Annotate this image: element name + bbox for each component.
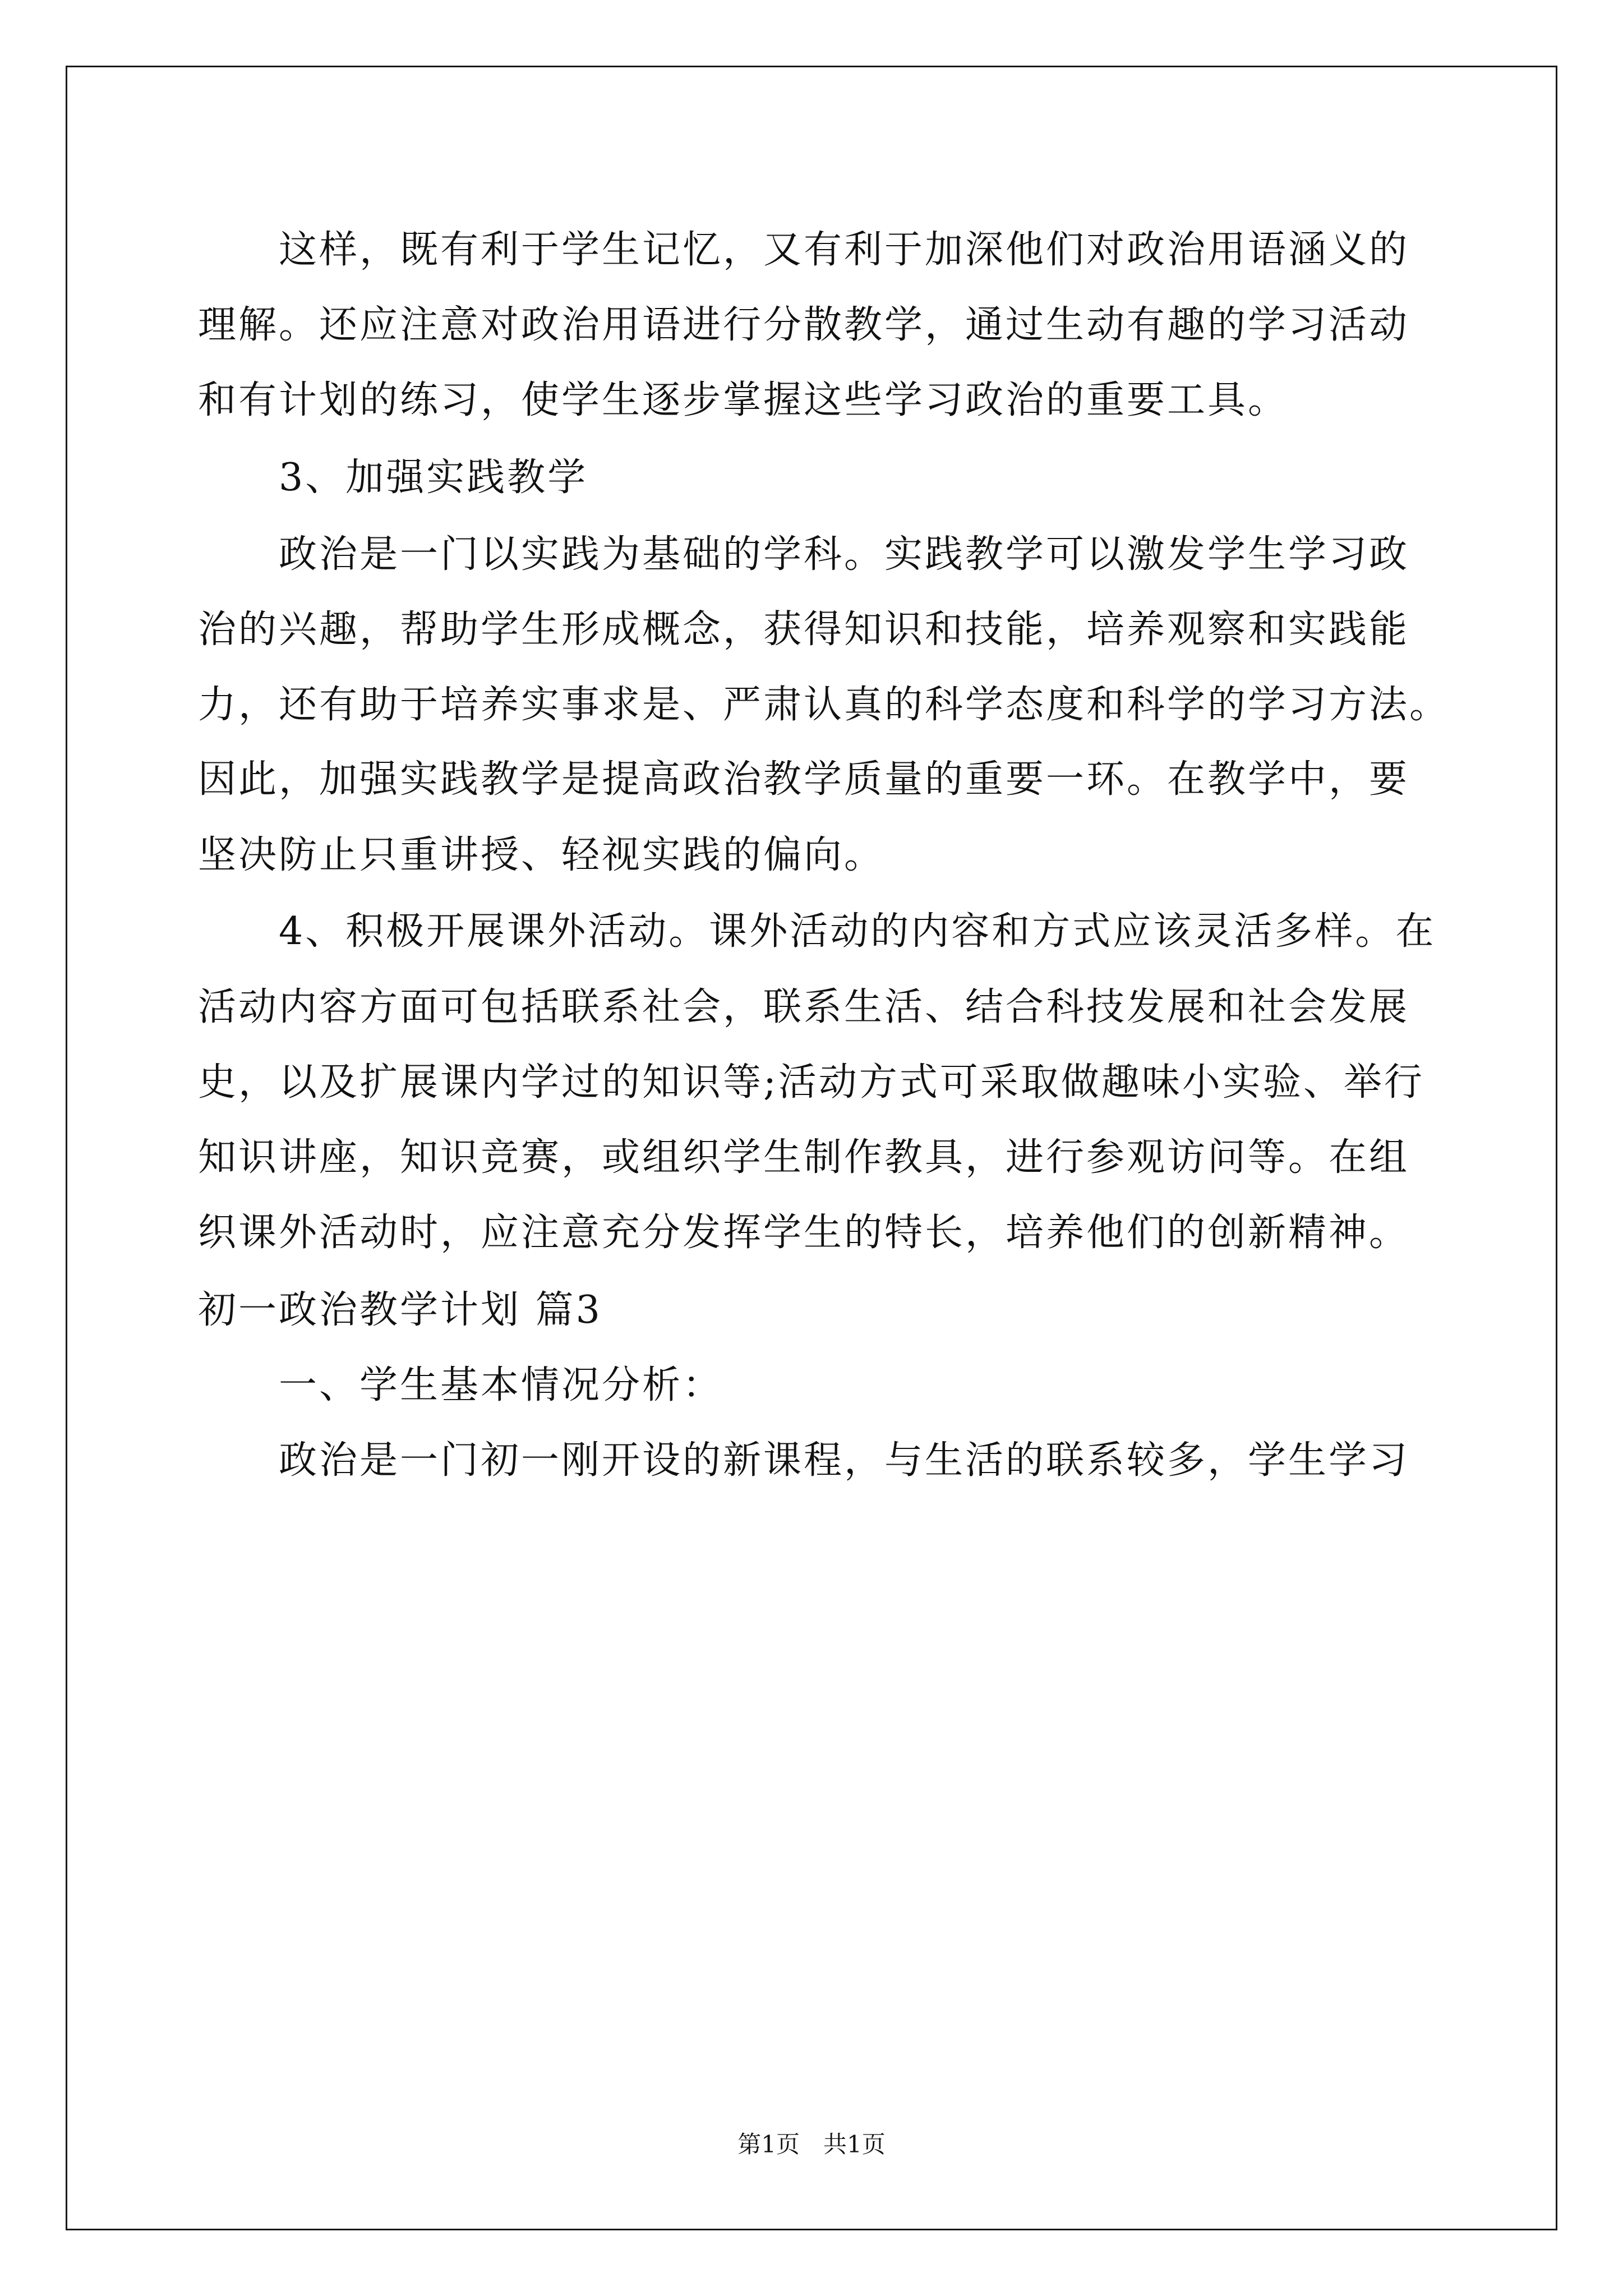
section-heading: 一、学生基本情况分析： xyxy=(279,1363,723,1407)
text-line: 政治是一门以实践为基础的学科。实践教学可以激发学生学习政 xyxy=(279,532,1410,577)
text-line: 知识讲座，知识竞赛，或组织学生制作教具，进行参观访问等。在组 xyxy=(198,1135,1410,1180)
section-title: 初一政治教学计划 篇3 xyxy=(198,1288,602,1332)
text-line: 政治是一门初一刚开设的新课程，与生活的联系较多，学生学习 xyxy=(279,1438,1410,1483)
text-line: 史，以及扩展课内学过的知识等;活动方式可采取做趣味小实验、举行 xyxy=(198,1060,1424,1105)
text-line: 4、积极开展课外活动。课外活动的内容和方式应该灵活多样。在 xyxy=(279,909,1436,954)
text-line: 活动内容方面可包括联系社会，联系生活、结合科技发展和社会发展 xyxy=(198,985,1410,1029)
text-line: 坚决防止只重讲授、轻视实践的偏向。 xyxy=(198,833,885,877)
section-heading: 3、加强实践教学 xyxy=(279,455,588,500)
text-line: 力，还有助于培养实事求是、严肃认真的科学态度和科学的学习方法。 xyxy=(198,683,1450,727)
text-line: 织课外活动时，应注意充分发挥学生的特长，培养他们的创新精神。 xyxy=(198,1211,1410,1255)
text-line: 治的兴趣，帮助学生形成概念，获得知识和技能，培养观察和实践能 xyxy=(198,608,1410,652)
page-number-footer: 第1页 共1页 xyxy=(737,2131,886,2158)
text-line: 这样，既有利于学生记忆，又有利于加深他们对政治用语涵义的 xyxy=(279,228,1410,272)
text-line: 因此，加强实践教学是提高政治教学质量的重要一环。在教学中，要 xyxy=(198,757,1410,802)
text-line: 和有计划的练习，使学生逐步掌握这些学习政治的重要工具。 xyxy=(198,378,1289,422)
text-line: 理解。还应注意对政治用语进行分散教学，通过生动有趣的学习活动 xyxy=(198,303,1410,347)
